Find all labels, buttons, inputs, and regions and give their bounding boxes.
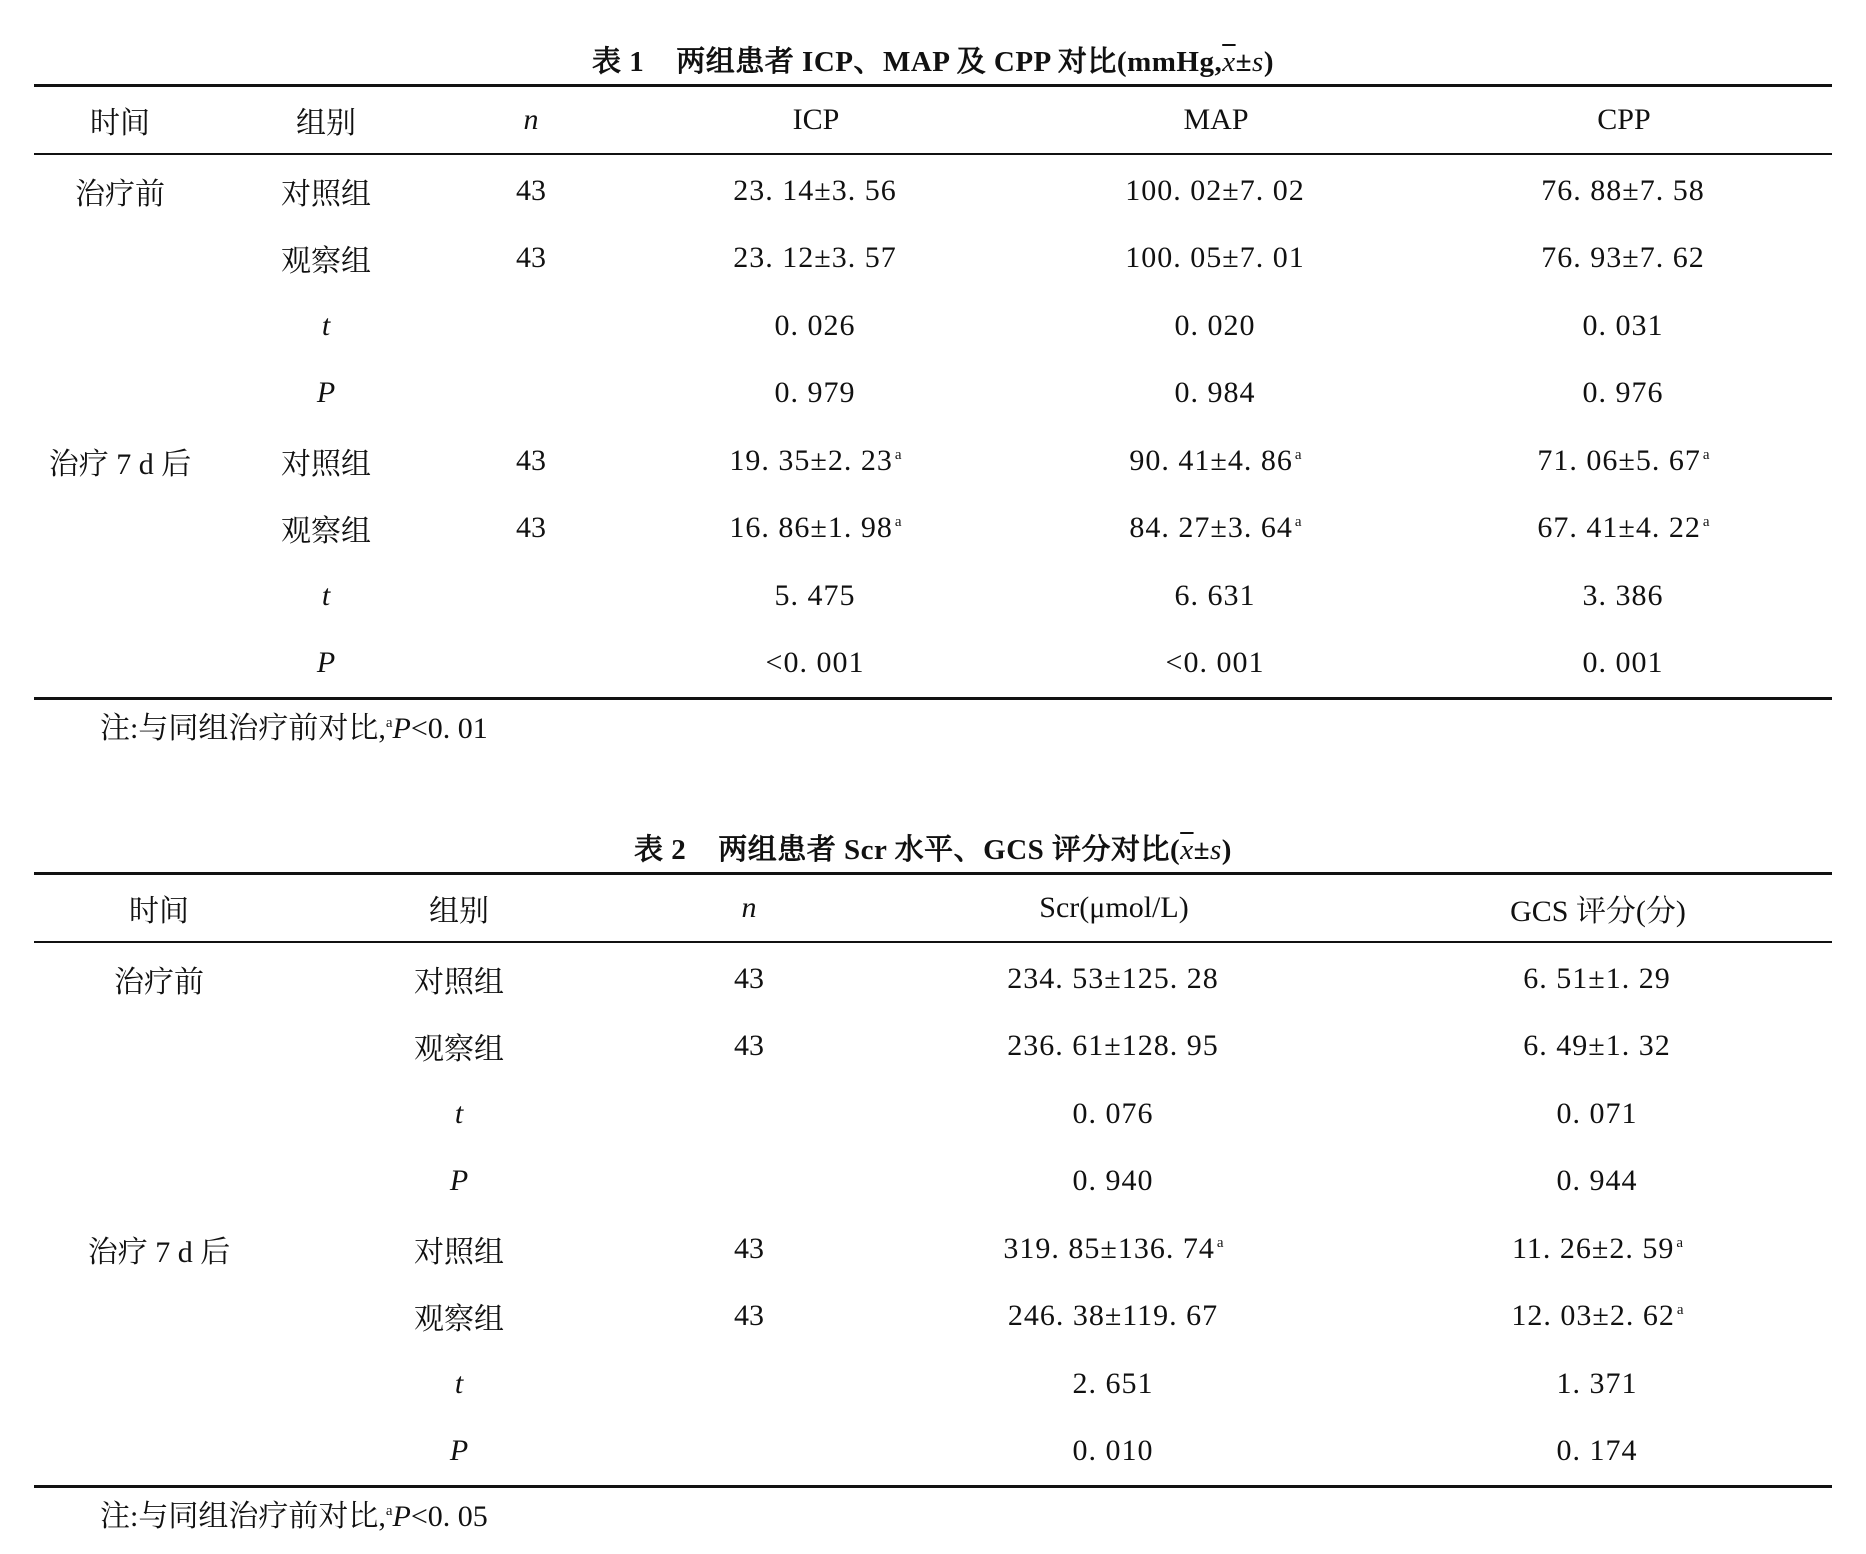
- table-2-body: [34, 942, 1832, 1487]
- cell-cpp: [1416, 427, 1832, 495]
- cell-n-value: 43: [734, 1231, 764, 1265]
- header-n: n: [523, 103, 539, 136]
- cell-time: [34, 1080, 284, 1148]
- cell-cpp: [1416, 154, 1832, 225]
- header-gcs: GCS 评分(分): [1510, 895, 1686, 928]
- cell-group: [206, 154, 446, 225]
- cell-time: [34, 630, 206, 699]
- cell-scr-value: 319. 85±136. 74: [1003, 1231, 1215, 1265]
- cell-group: [206, 427, 446, 495]
- cell-scr-value: 0. 010: [1072, 1434, 1154, 1468]
- cell-n: [634, 1215, 864, 1283]
- cell-scr: [864, 942, 1364, 1013]
- cell-icp-value: 19. 35±2. 23: [729, 443, 893, 477]
- cell-cpp: [1416, 292, 1832, 360]
- table-1-note: [34, 700, 1832, 758]
- cell-time-value: 治疗前: [75, 177, 165, 211]
- cell-gcs: [1364, 1215, 1832, 1283]
- cell-time: [34, 1350, 284, 1418]
- header-n: n: [741, 891, 757, 924]
- table-row: [34, 942, 1832, 1013]
- cell-group: [284, 1148, 634, 1216]
- cell-gcs: [1364, 1283, 1832, 1351]
- table-row: [34, 154, 1832, 225]
- cell-icp-value: 5. 475: [774, 578, 856, 612]
- header-time: 时间: [129, 895, 189, 928]
- cell-n: [634, 1080, 864, 1148]
- cell-group-value: P: [449, 1164, 469, 1198]
- table-row: [34, 360, 1832, 428]
- cell-gcs-value: 0. 944: [1556, 1164, 1638, 1198]
- cell-n: [634, 1418, 864, 1487]
- table-1-pm: ±: [1235, 46, 1253, 78]
- cell-gcs-value: 6. 51±1. 29: [1523, 961, 1671, 995]
- cell-n-value: 43: [516, 173, 546, 207]
- cell-scr-value: 246. 38±119. 67: [1007, 1299, 1219, 1333]
- cell-cpp-value: 0. 001: [1582, 646, 1664, 680]
- table-2-note-prefix: 注:与同组治疗前对比,: [100, 1500, 386, 1533]
- cell-map: [1016, 292, 1416, 360]
- cell-map-value: 6. 631: [1174, 578, 1256, 612]
- table-2-note-threshold: <0. 05: [410, 1500, 488, 1533]
- cell-n: [446, 292, 616, 360]
- table-row: [34, 1148, 1832, 1216]
- cell-map-value: <0. 001: [1165, 646, 1265, 680]
- cell-map-value: 84. 27±3. 64: [1129, 511, 1293, 545]
- cell-gcs: [1364, 1418, 1832, 1487]
- cell-time: [34, 154, 206, 225]
- cell-icp-value: 23. 12±3. 57: [733, 241, 897, 275]
- cell-n-value: 43: [516, 443, 546, 477]
- table-1-note-threshold: <0. 01: [410, 712, 488, 745]
- cell-icp: [616, 360, 1016, 428]
- cell-time: [34, 225, 206, 293]
- cell-map-value: 90. 41±4. 86: [1129, 443, 1293, 477]
- cell-n: [446, 630, 616, 699]
- cell-icp: [616, 630, 1016, 699]
- cell-n: [446, 225, 616, 293]
- table-row: [34, 1418, 1832, 1487]
- table-2-number: 表 2: [634, 834, 687, 866]
- cell-gcs: [1364, 1080, 1832, 1148]
- cell-group: [284, 1215, 634, 1283]
- cell-gcs-value: 0. 071: [1556, 1096, 1638, 1130]
- cell-scr: [864, 1350, 1364, 1418]
- cell-n-value: 43: [516, 241, 546, 275]
- cell-time-value: 治疗前: [114, 965, 204, 999]
- cell-gcs-value: 6. 49±1. 32: [1523, 1029, 1671, 1063]
- cell-gcs: [1364, 1350, 1832, 1418]
- cell-map: [1016, 562, 1416, 630]
- header-cpp: CPP: [1597, 103, 1651, 136]
- cell-n: [446, 360, 616, 428]
- table-1-caption: [34, 40, 1832, 84]
- cell-cpp-value: 71. 06±5. 67: [1537, 443, 1701, 477]
- cell-n: [634, 942, 864, 1013]
- cell-group-value: t: [321, 308, 331, 342]
- cell-scr-value: 0. 940: [1072, 1164, 1154, 1198]
- table-row: [34, 292, 1832, 360]
- cell-group: [206, 630, 446, 699]
- cell-scr: [864, 1080, 1364, 1148]
- cell-group-value: 观察组: [414, 1303, 504, 1337]
- cell-icp: [616, 225, 1016, 293]
- cell-cpp-mark: a: [1702, 446, 1711, 463]
- cell-gcs-mark: a: [1676, 1234, 1685, 1251]
- cell-n: [634, 1350, 864, 1418]
- table-row: [34, 1350, 1832, 1418]
- table-1-title-close: ): [1263, 46, 1274, 78]
- cell-scr: [864, 1418, 1364, 1487]
- table-2-pm: ±: [1193, 834, 1210, 866]
- table-2: [34, 872, 1832, 1488]
- cell-group-value: t: [321, 578, 331, 612]
- cell-cpp-value: 0. 976: [1582, 376, 1664, 410]
- cell-group-value: P: [316, 376, 336, 410]
- cell-map: [1016, 225, 1416, 293]
- table-row: [34, 427, 1832, 495]
- cell-group: [206, 495, 446, 563]
- cell-cpp: [1416, 225, 1832, 293]
- cell-cpp: [1416, 562, 1832, 630]
- cell-gcs: [1364, 1148, 1832, 1216]
- cell-n: [634, 1283, 864, 1351]
- cell-n: [446, 427, 616, 495]
- header-map: MAP: [1183, 103, 1249, 136]
- cell-group: [284, 1080, 634, 1148]
- table-1-block: [34, 40, 1832, 758]
- cell-n: [446, 495, 616, 563]
- table-1-sd-symbol: s: [1252, 46, 1264, 78]
- cell-icp-value: 0. 026: [774, 308, 856, 342]
- cell-n: [634, 1148, 864, 1216]
- cell-time-value: 治疗 7 d 后: [87, 1235, 231, 1269]
- table-row: [34, 1215, 1832, 1283]
- table-2-title: 两组患者 Scr 水平、GCS 评分对比(: [718, 834, 1181, 866]
- cell-n-value: 43: [734, 1299, 764, 1333]
- cell-gcs-value: 11. 26±2. 59: [1511, 1231, 1675, 1265]
- cell-n-value: 43: [734, 1029, 764, 1063]
- cell-group: [284, 1350, 634, 1418]
- cell-time: [34, 427, 206, 495]
- table-2-note-p: P: [392, 1500, 411, 1533]
- cell-scr-value: 236. 61±128. 95: [1007, 1029, 1219, 1063]
- cell-n: [446, 154, 616, 225]
- cell-cpp: [1416, 630, 1832, 699]
- cell-scr-mark: a: [1216, 1234, 1225, 1251]
- table-row: [34, 562, 1832, 630]
- cell-cpp: [1416, 495, 1832, 563]
- cell-icp-value: 23. 14±3. 56: [733, 173, 897, 207]
- table-1-note-prefix: 注:与同组治疗前对比,: [100, 712, 386, 745]
- cell-cpp: [1416, 360, 1832, 428]
- table-2-mean-symbol: $\overline{x}$: [1180, 834, 1194, 866]
- cell-map: [1016, 630, 1416, 699]
- table-2-note: [34, 1488, 1832, 1546]
- cell-gcs-mark: a: [1676, 1302, 1685, 1319]
- cell-cpp-value: 76. 88±7. 58: [1541, 173, 1705, 207]
- table-1: [34, 84, 1832, 700]
- cell-group: [206, 360, 446, 428]
- header-icp: ICP: [792, 103, 840, 136]
- cell-n-value: 43: [516, 511, 546, 545]
- cell-group-value: 观察组: [281, 515, 371, 549]
- table-2-note-mark: a: [385, 1503, 393, 1519]
- cell-group-value: 对照组: [281, 447, 371, 481]
- cell-map: [1016, 360, 1416, 428]
- table-row: [34, 225, 1832, 293]
- cell-map-mark: a: [1294, 514, 1303, 531]
- cell-group: [206, 292, 446, 360]
- cell-group-value: t: [454, 1366, 464, 1400]
- cell-time: [34, 360, 206, 428]
- cell-gcs-value: 12. 03±2. 62: [1511, 1299, 1675, 1333]
- table-1-mean-symbol: $\overline{x}$: [1222, 46, 1236, 78]
- cell-n: [446, 562, 616, 630]
- cell-time: [34, 1148, 284, 1216]
- table-2-caption: [34, 828, 1832, 872]
- table-1-number: 表 1: [592, 46, 645, 78]
- cell-group-value: 观察组: [414, 1033, 504, 1067]
- table-2-sd-symbol: s: [1209, 834, 1222, 866]
- cell-icp: [616, 427, 1016, 495]
- cell-map-value: 0. 020: [1174, 308, 1256, 342]
- cell-time: [34, 1013, 284, 1081]
- cell-gcs-value: 1. 371: [1556, 1366, 1638, 1400]
- cell-map: [1016, 427, 1416, 495]
- cell-group: [206, 562, 446, 630]
- table-1-note-mark: a: [385, 715, 393, 731]
- cell-icp-value: <0. 001: [765, 646, 865, 680]
- cell-cpp-value: 76. 93±7. 62: [1541, 241, 1705, 275]
- cell-time: [34, 942, 284, 1013]
- cell-group: [284, 1013, 634, 1081]
- header-time: 时间: [90, 107, 150, 140]
- cell-group-value: P: [449, 1434, 469, 1468]
- cell-n-value: 43: [734, 961, 764, 995]
- header-group: 组别: [429, 895, 489, 928]
- table-1-body: [34, 154, 1832, 699]
- table-row: [34, 1080, 1832, 1148]
- table-2-title-close: ): [1221, 834, 1232, 866]
- cell-icp-value: 16. 86±1. 98: [729, 511, 893, 545]
- cell-time: [34, 562, 206, 630]
- cell-gcs: [1364, 942, 1832, 1013]
- cell-scr-value: 2. 651: [1072, 1366, 1154, 1400]
- table-row: [34, 495, 1832, 563]
- cell-icp: [616, 292, 1016, 360]
- cell-group: [284, 1418, 634, 1487]
- cell-scr: [864, 1148, 1364, 1216]
- table-row: [34, 1013, 1832, 1081]
- cell-time: [34, 495, 206, 563]
- cell-time: [34, 292, 206, 360]
- header-scr: Scr(μmol/L): [1039, 891, 1189, 924]
- cell-cpp-value: 0. 031: [1582, 308, 1664, 342]
- cell-map-value: 100. 05±7. 01: [1125, 241, 1305, 275]
- cell-group-value: 对照组: [414, 1235, 504, 1269]
- table-2-header-row: [34, 874, 1832, 943]
- cell-icp: [616, 495, 1016, 563]
- table-row: [34, 1283, 1832, 1351]
- table-1-title: 两组患者 ICP、MAP 及 CPP 对比(mmHg,: [676, 46, 1223, 78]
- cell-map-mark: a: [1294, 446, 1303, 463]
- table-row: [34, 630, 1832, 699]
- cell-time: [34, 1215, 284, 1283]
- cell-group-value: 对照组: [281, 177, 371, 211]
- cell-time: [34, 1418, 284, 1487]
- cell-group-value: 对照组: [414, 965, 504, 999]
- cell-map: [1016, 495, 1416, 563]
- cell-icp-mark: a: [894, 446, 903, 463]
- table-1-header-row: [34, 86, 1832, 155]
- cell-icp-mark: a: [894, 514, 903, 531]
- cell-group: [206, 225, 446, 293]
- cell-group-value: t: [454, 1096, 464, 1130]
- cell-group: [284, 942, 634, 1013]
- cell-scr: [864, 1283, 1364, 1351]
- cell-group-value: P: [316, 646, 336, 680]
- cell-time-value: 治疗 7 d 后: [48, 447, 192, 481]
- cell-scr: [864, 1013, 1364, 1081]
- cell-cpp-mark: a: [1702, 514, 1711, 531]
- cell-icp: [616, 562, 1016, 630]
- cell-scr-value: 234. 53±125. 28: [1007, 961, 1219, 995]
- cell-icp-value: 0. 979: [774, 376, 856, 410]
- cell-scr: [864, 1215, 1364, 1283]
- cell-cpp-value: 67. 41±4. 22: [1537, 511, 1701, 545]
- table-1-note-p: P: [392, 712, 411, 745]
- cell-group: [284, 1283, 634, 1351]
- header-group: 组别: [296, 107, 356, 140]
- cell-map-value: 0. 984: [1174, 376, 1256, 410]
- cell-gcs: [1364, 1013, 1832, 1081]
- cell-group-value: 观察组: [281, 245, 371, 279]
- cell-time: [34, 1283, 284, 1351]
- cell-map-value: 100. 02±7. 02: [1125, 173, 1305, 207]
- cell-map: [1016, 154, 1416, 225]
- cell-gcs-value: 0. 174: [1556, 1434, 1638, 1468]
- cell-cpp-value: 3. 386: [1582, 578, 1664, 612]
- cell-scr-value: 0. 076: [1072, 1096, 1154, 1130]
- cell-icp: [616, 154, 1016, 225]
- table-2-block: [34, 828, 1832, 1546]
- cell-n: [634, 1013, 864, 1081]
